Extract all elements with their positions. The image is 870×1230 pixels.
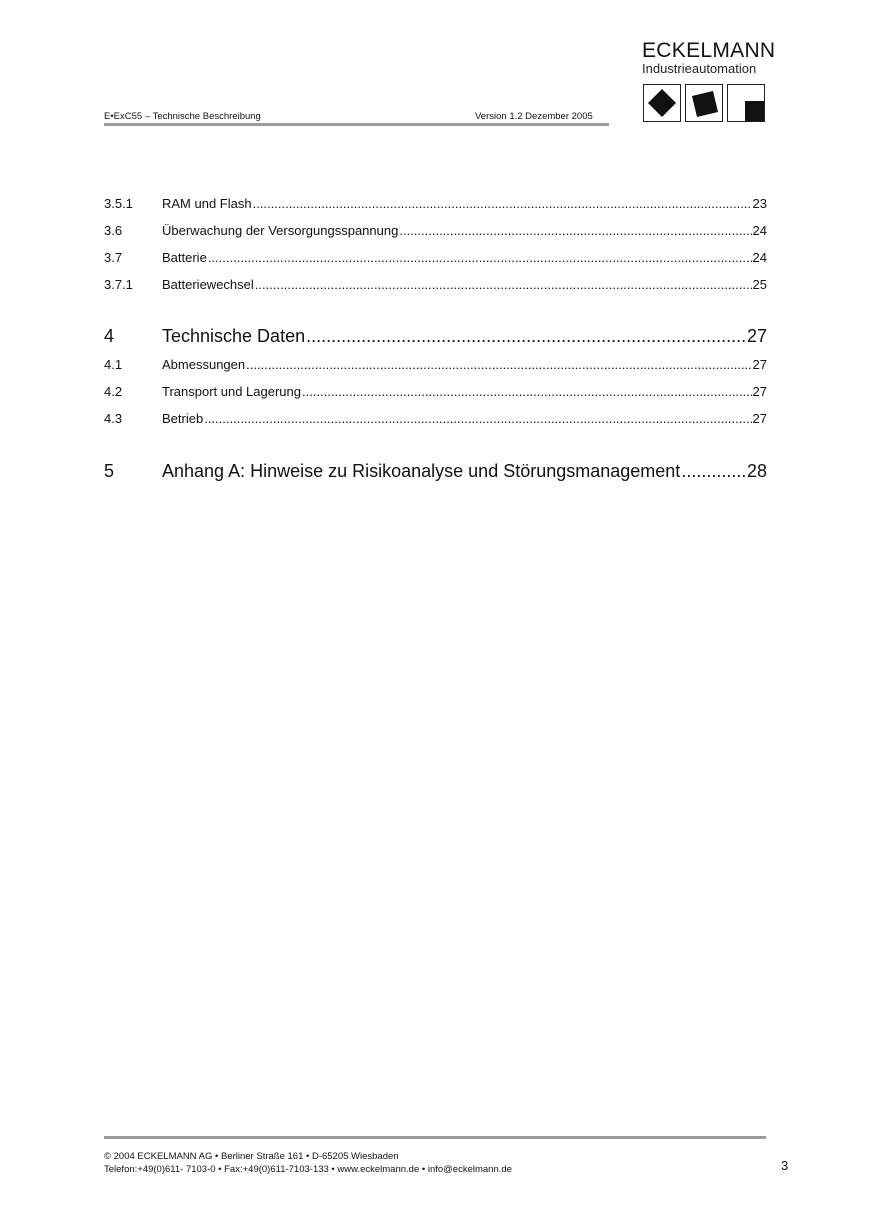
header-divider <box>104 123 609 126</box>
toc-title: Überwachung der Versorgungsspannung <box>162 223 399 238</box>
toc-entry[interactable] <box>104 277 767 292</box>
toc-title: Batterie <box>162 250 207 265</box>
toc-entry[interactable] <box>104 250 767 265</box>
toc-page: 24 <box>752 223 767 238</box>
brand-logo-text <box>642 39 776 76</box>
toc-leader <box>204 411 751 426</box>
toc-title: RAM und Flash <box>162 196 252 211</box>
toc-number: 4 <box>104 326 115 346</box>
toc-entry[interactable] <box>104 411 767 426</box>
toc-leader <box>208 250 752 265</box>
toc-leader <box>246 357 751 372</box>
toc-title: Anhang A: Hinweise zu Risikoanalyse und Störungsmanagement <box>162 461 681 481</box>
toc-page: 28 <box>746 461 767 481</box>
toc-number: 4.3 <box>104 411 123 426</box>
toc-page: 27 <box>752 357 767 372</box>
logo-box-3 <box>727 84 765 122</box>
toc-number: 3.6 <box>104 223 123 238</box>
toc-page: 25 <box>752 277 767 292</box>
footer-divider <box>104 1136 766 1139</box>
toc-leader <box>399 223 751 238</box>
toc-leader <box>253 196 752 211</box>
toc-leader <box>306 326 746 347</box>
toc-title: Technische Daten <box>162 326 306 346</box>
tilted-square-icon <box>686 85 722 121</box>
toc-chapter[interactable] <box>104 326 767 347</box>
toc-page: 27 <box>752 384 767 399</box>
toc-number: 4.2 <box>104 384 123 399</box>
toc-page: 27 <box>752 411 767 426</box>
toc-title: Batteriewechsel <box>162 277 254 292</box>
toc-page: 23 <box>752 196 767 211</box>
toc-leader <box>255 277 752 292</box>
toc-leader <box>302 384 752 399</box>
logo-box-2 <box>685 84 723 122</box>
toc-title: Betrieb <box>162 411 204 426</box>
header-doc-title: E•ExC55 – Technische Beschreibung <box>104 111 261 122</box>
header-version: Version 1.2 Dezember 2005 <box>475 111 593 122</box>
toc-number: 5 <box>104 461 115 481</box>
toc-entry[interactable] <box>104 196 767 211</box>
footer-address: © 2004 ECKELMANN AG • Berliner Straße 161 • D-65205 Wiesbaden <box>104 1151 399 1162</box>
page-number: 3 <box>781 1158 789 1173</box>
toc-number: 3.7 <box>104 250 123 265</box>
brand-name: ECKELMANN <box>642 39 776 62</box>
toc-number: 4.1 <box>104 357 123 372</box>
toc-entry[interactable] <box>104 357 767 372</box>
toc-entry[interactable] <box>104 223 767 238</box>
footer-contact: Telefon:+49(0)611- 7103-0 • Fax:+49(0)611-7103-133 • www.eckelmann.de • info@eckelmann.de <box>104 1164 512 1175</box>
toc-number: 3.5.1 <box>104 196 133 211</box>
toc-title: Transport und Lagerung <box>162 384 302 399</box>
rotated-square-icon <box>644 85 680 121</box>
toc-chapter[interactable] <box>104 461 767 482</box>
toc-title: Abmessungen <box>162 357 246 372</box>
brand-subtitle: Industrieautomation <box>642 61 757 76</box>
toc-page: 24 <box>752 250 767 265</box>
toc-page: 27 <box>746 326 767 346</box>
toc-number: 3.7.1 <box>104 277 133 292</box>
logo-box-1 <box>643 84 681 122</box>
toc-leader <box>681 461 746 482</box>
square-icon <box>728 85 764 121</box>
toc-entry[interactable] <box>104 384 767 399</box>
